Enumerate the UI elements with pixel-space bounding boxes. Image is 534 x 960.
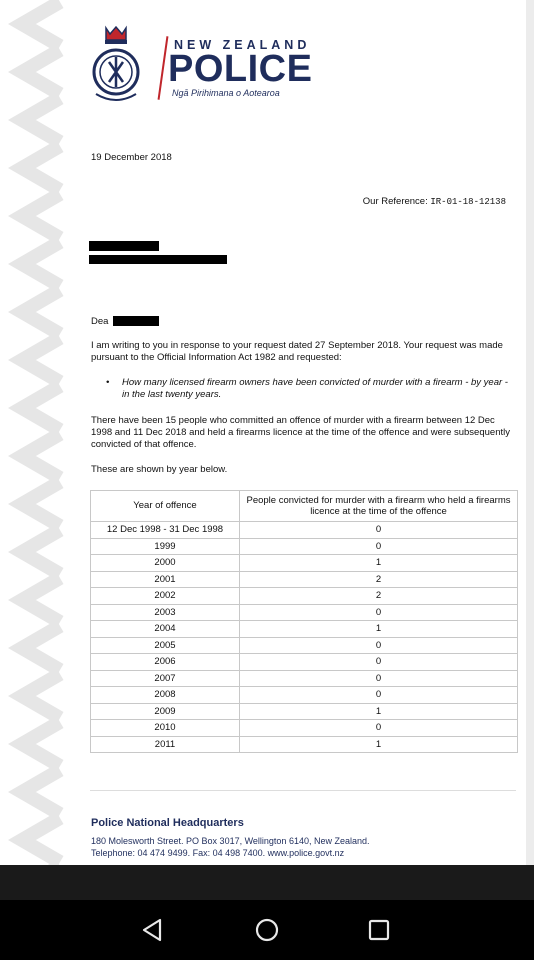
table-row [91,538,518,555]
count-cell: 2 [240,588,518,605]
footer-address: 180 Molesworth Street. PO Box 3017, Wellington 6140, New Zealand. [91,836,370,846]
footer-divider [90,790,516,791]
count-cell: 0 [240,604,518,621]
paragraph-findings: There have been 15 people who committed an offence of murder with a firearm between 12 Dec 1998 and 11 Dec 2018 and held a firearms licence at the time of the offence and were subsequently convicted of that offence. [91,415,510,450]
year-cell: 2009 [91,703,240,720]
table-row [91,588,518,605]
convictions-table [90,490,518,753]
header-year: Year of offence [91,491,240,522]
bullet-mark: • [106,377,110,388]
letter-date: 19 December 2018 [91,152,172,163]
redaction-bar [89,255,227,264]
redaction-bar [113,316,159,326]
year-cell: 2005 [91,637,240,654]
year-cell: 2001 [91,571,240,588]
table-row [91,670,518,687]
table-row [91,604,518,621]
reference-label: Our Reference: [362,196,428,207]
redaction-bar [89,241,159,251]
letter-page [76,0,526,865]
table-row [91,736,518,753]
year-cell: 2006 [91,654,240,671]
table-row [91,571,518,588]
paragraph-table-intro: These are shown by year below. [91,464,228,475]
table-row [91,687,518,704]
brand-country: NEW ZEALAND [174,38,311,52]
bullet-text: How many licensed firearm owners have been convicted of murder with a firearm - by year - in the last twenty years. [122,377,508,400]
paragraph-intro: I am writing to you in response to your request dated 27 September 2018. Your request was made pursuant to the Official Information Act 1982 and requested: [91,340,503,363]
home-icon[interactable] [252,915,282,945]
reference-line [363,196,506,209]
year-cell: 2007 [91,670,240,687]
count-cell: 0 [240,720,518,737]
year-cell: 2008 [91,687,240,704]
count-cell: 0 [240,687,518,704]
table-row [91,720,518,737]
count-cell: 1 [240,703,518,720]
table-row [91,522,518,539]
count-cell: 0 [240,637,518,654]
table-row [91,703,518,720]
table-row [91,654,518,671]
police-crest-icon [92,24,140,106]
viewer-bottom-band [0,865,534,900]
back-icon[interactable] [138,915,168,945]
footer-contact: Telephone: 04 474 9499. Fax: 04 498 7400. www.police.govt.nz [91,848,345,858]
year-cell: 12 Dec 1998 - 31 Dec 1998 [91,522,240,539]
recent-apps-icon[interactable] [364,915,394,945]
bullet-item [106,377,516,401]
count-cell: 0 [240,670,518,687]
count-cell: 1 [240,736,518,753]
count-cell: 0 [240,522,518,539]
table-row [91,555,518,572]
year-cell: 2004 [91,621,240,638]
year-cell: 2000 [91,555,240,572]
android-nav-bar [0,900,534,960]
count-cell: 2 [240,571,518,588]
brand-title: POLICE [168,48,313,90]
brand-divider [158,36,169,100]
salutation: Dea [91,316,109,327]
count-cell: 1 [240,621,518,638]
table-row [91,621,518,638]
year-cell: 1999 [91,538,240,555]
footer-title: Police National Headquarters [91,817,244,829]
brand-subtitle: Ngā Pirihimana o Aotearoa [172,88,280,98]
count-cell: 0 [240,538,518,555]
header-convictions: People convicted for murder with a firearm who held a firearms licence at the time of the offence [240,491,518,522]
table-header-row [91,491,518,522]
reference-value: IR-01-18-12138 [430,197,506,207]
table-row [91,637,518,654]
count-cell: 0 [240,654,518,671]
year-cell: 2011 [91,736,240,753]
count-cell: 1 [240,555,518,572]
year-cell: 2003 [91,604,240,621]
chevron-border-left [0,0,76,865]
year-cell: 2002 [91,588,240,605]
year-cell: 2010 [91,720,240,737]
